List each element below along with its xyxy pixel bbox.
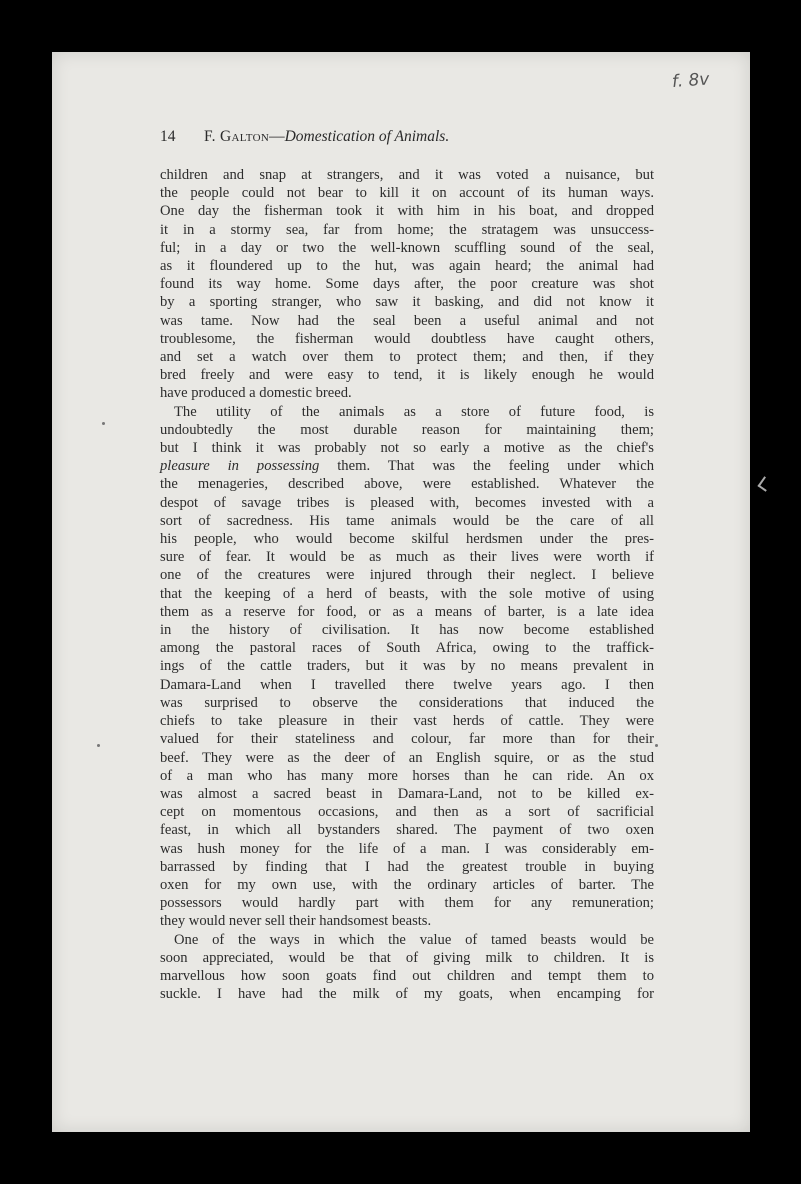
text-line: The utility of the animals as a store of future food, is [174, 403, 654, 420]
body-text [160, 166, 654, 1003]
header-dash: — [269, 128, 285, 145]
italic-phrase: pleasure in possessing [160, 458, 320, 475]
text-line: Damara-Land when I travelled there twelve years ago. I then [160, 676, 654, 693]
text-line: among the pastoral races of South Africa, owing to the traffick- [160, 640, 654, 657]
text-line: it in a stormy sea, far from home; the stratagem was unsuccess- [160, 221, 654, 238]
header-title: Domestication of Animals. [284, 128, 450, 145]
text-line: was almost a sacred beast in Damara-Land, not to be killed ex- [160, 785, 654, 802]
text-line: chiefs to take pleasure in their vast herds of cattle. They were [160, 713, 654, 730]
text-line: troublesome, the fisherman would doubtless have caught others, [160, 330, 654, 347]
text-line: ings of the cattle traders, but it was by no means prevalent in [160, 658, 654, 675]
text-line: of a man who has many more horses than he can ride. An ox [160, 767, 654, 784]
text-fragment: them. That was the feeling under which [319, 458, 654, 475]
text-line: despot of savage tribes is pleased with, becomes invested with a [160, 494, 654, 511]
text-line: his people, who would become skilful herdsmen under the pres- [160, 531, 654, 548]
folio-annotation: f. 8v [671, 69, 711, 93]
text-line: they would never sell their handsomest beasts. [160, 913, 432, 930]
text-line: as it floundered up to the hut, was again heard; the animal had [160, 258, 654, 275]
text-line: and set a watch over them to protect them; and then, if they [160, 349, 654, 366]
text-line: that the keeping of a herd of beasts, with the sole motive of using [160, 585, 654, 602]
text-line: cept on momentous occasions, and then as a sort of sacrificial [160, 804, 654, 821]
text-line: undoubtedly the most durable reason for maintaining them; [160, 421, 654, 438]
text-line: bred freely and were easy to tend, it is likely enough he would [160, 367, 654, 384]
text-line: the people could not bear to kill it on account of its human ways. [160, 185, 654, 202]
text-line: in the history of civilisation. It has now become established [160, 622, 654, 639]
text-line: children and snap at strangers, and it was voted a nuisance, but [160, 167, 654, 183]
header-author: F. Galton [204, 128, 270, 145]
text-line: marvellous how soon goats find out children and tempt them to [160, 967, 654, 984]
text-line: feast, in which all bystanders shared. The payment of two oxen [160, 822, 654, 839]
text-line: barrassed by finding that I had the greatest trouble in buying [160, 858, 654, 875]
paper-speck [97, 744, 100, 747]
text-line: have produced a domestic breed. [160, 385, 352, 402]
text-line: one of the creatures were injured through their neglect. I believe [160, 567, 654, 584]
text-line: suckle. I have had the milk of my goats, when encamping for [160, 986, 654, 1003]
text-line: but I think it was probably not so early a motive as the chief's [160, 440, 654, 457]
text-line: oxen for my own use, with the ordinary articles of barter. The [160, 876, 654, 893]
running-header [160, 128, 650, 146]
text-line: by a sporting stranger, who saw it basking, and did not know it [160, 294, 654, 311]
text-line: valued for their stateliness and colour, far more than for their [160, 731, 654, 748]
text-line: sort of sacredness. His tame animals would be the care of all [160, 512, 654, 529]
text-line: was hush money for the life of a man. I was considerably em- [160, 840, 654, 857]
text-line: possessors would hardly part with them for any remuneration; [160, 895, 654, 912]
edge-tick-mark [757, 476, 772, 492]
page-number: 14 [160, 128, 176, 145]
text-line: sure of fear. It would be as much as their lives were worth if [160, 549, 654, 566]
text-line: One day the fisherman took it with him in his boat, and dropped [160, 203, 654, 220]
text-line: One of the ways in which the value of tamed beasts would be [174, 931, 654, 948]
text-line: ful; in a day or two the well-known scuffling sound of the seal, [160, 239, 654, 256]
text-line: was tame. Now had the seal been a useful animal and not [160, 312, 654, 329]
paper-speck [102, 422, 105, 425]
text-line: beef. They were as the deer of an English squire, or as the stud [160, 749, 654, 766]
text-line: them as a reserve for food, or as a means of barter, is a late idea [160, 603, 654, 620]
paper-speck [655, 744, 658, 747]
text-line-mixed [160, 457, 654, 475]
text-line: soon appreciated, would be that of giving milk to children. It is [160, 949, 654, 966]
text-line: the menageries, described above, were established. Whatever the [160, 476, 654, 493]
text-line: found its way home. Some days after, the poor creature was shot [160, 276, 654, 293]
document-page [52, 52, 750, 1132]
text-line: was surprised to observe the considerations that induced the [160, 694, 654, 711]
